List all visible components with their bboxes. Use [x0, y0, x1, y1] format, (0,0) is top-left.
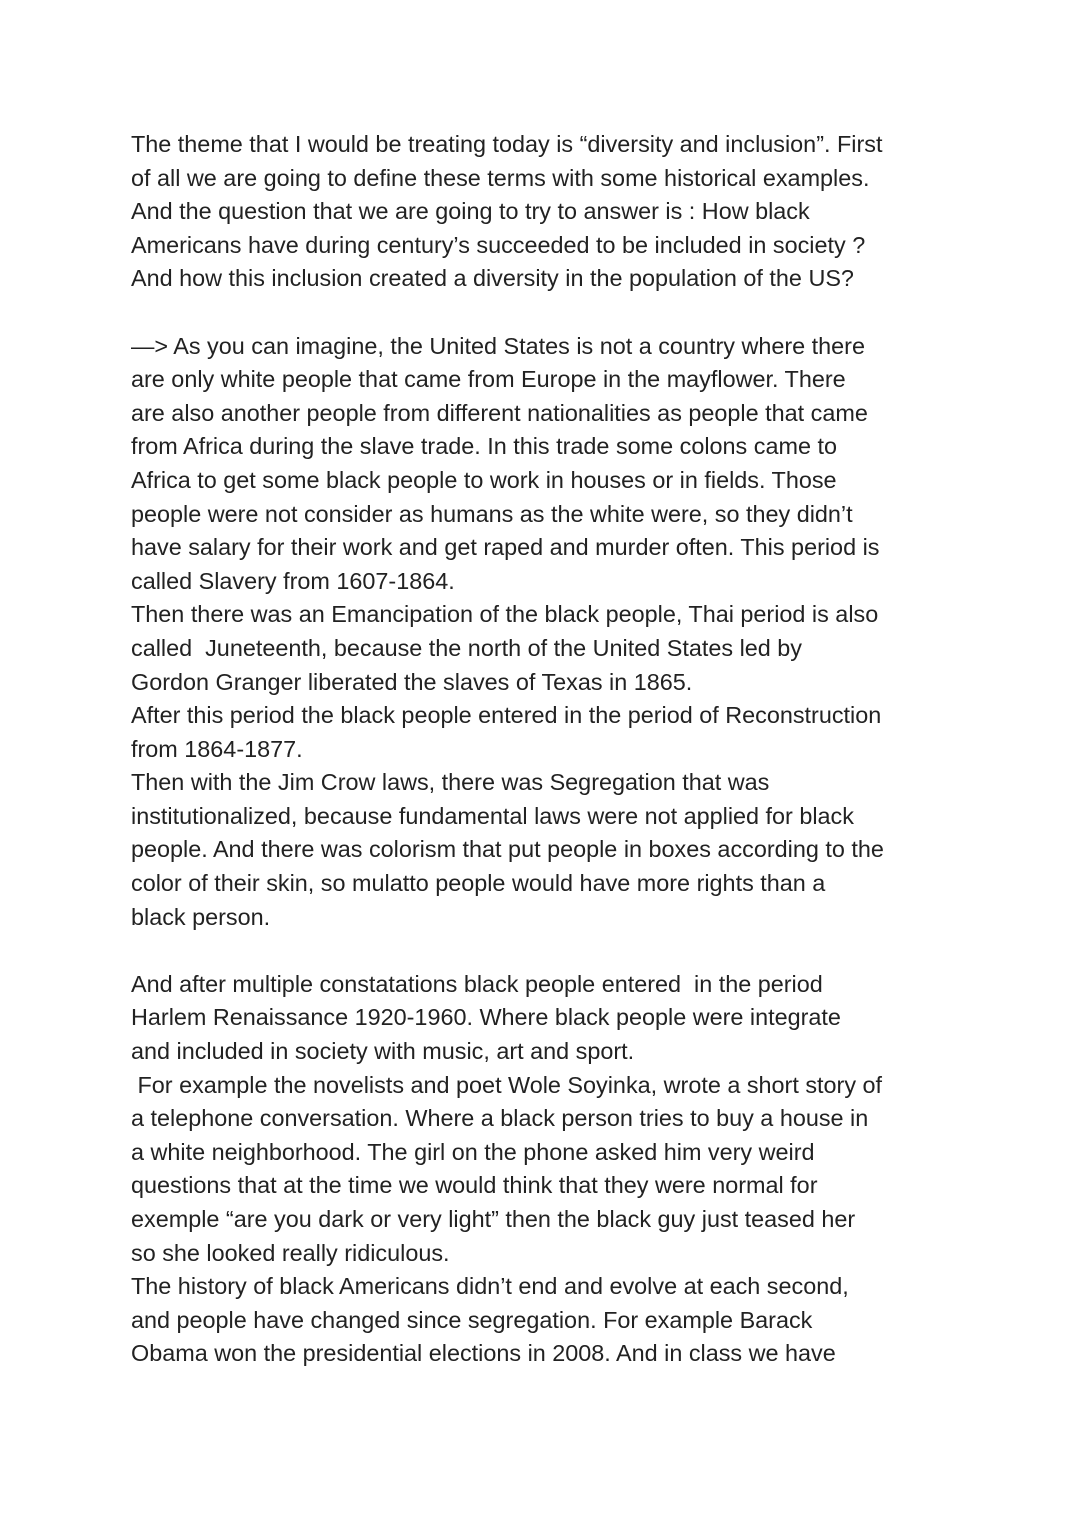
text-line: The theme that I would be treating today is “diversity and inclusion”. First [131, 131, 883, 157]
text-line: and people have changed since segregation. For example Barack [131, 1306, 813, 1333]
text-line: Obama won the presidential elections in 2008. And in class we have [131, 1340, 836, 1367]
text-line: are also another people from different nationalities as people that came [131, 399, 868, 426]
text-line: from 1864-1877. [131, 735, 303, 762]
paragraph-gap [131, 934, 961, 968]
document-body [131, 128, 961, 1371]
text-line: The history of black Americans didn’t end and evolve at each second, [131, 1273, 849, 1300]
text-line: a white neighborhood. The girl on the phone asked him very weird [131, 1138, 815, 1165]
text-line: from Africa during the slave trade. In this trade some colons came to [131, 433, 837, 460]
text-line: color of their skin, so mulatto people would have more rights than a [131, 870, 826, 897]
text-line: of all we are going to define these terms with some historical examples. [131, 164, 870, 191]
text-line: Then there was an Emancipation of the black people, Thai period is also [131, 601, 879, 628]
paragraph-history [131, 330, 961, 935]
text-line: a telephone conversation. Where a black person tries to buy a house in [131, 1105, 869, 1132]
text-line: Gordon Granger liberated the slaves of Texas in 1865. [131, 668, 693, 695]
text-line: Africa to get some black people to work in houses or in fields. Those [131, 466, 837, 493]
text-line: And after multiple constatations black people entered in the period [131, 970, 823, 997]
text-line: And the question that we are going to try to answer is : How black [131, 198, 810, 225]
text-line: exemple “are you dark or very light” then the black guy just teased her [131, 1206, 856, 1232]
text-line: called Juneteenth, because the north of the United States led by [131, 634, 802, 661]
text-line: have salary for their work and get raped and murder often. This period is [131, 534, 880, 561]
text-line: After this period the black people entered in the period of Reconstruction [131, 702, 882, 729]
text-line: are only white people that came from Europe in the mayflower. There [131, 366, 846, 393]
text-line: and included in society with music, art and sport. [131, 1038, 635, 1065]
text-line: questions that at the time we would think that they were normal for [131, 1172, 818, 1199]
paragraph-gap [131, 296, 961, 330]
text-line: —> As you can imagine, the United States is not a country where there [131, 332, 865, 359]
paragraph-intro [131, 128, 961, 296]
text-line: institutionalized, because fundamental laws were not applied for black [131, 802, 854, 829]
text-line: Americans have during century’s succeeded to be included in society ? [131, 231, 866, 258]
text-line: called Slavery from 1607-1864. [131, 567, 455, 594]
text-line: Then with the Jim Crow laws, there was Segregation that was [131, 769, 770, 796]
paragraph-harlem [131, 968, 961, 1371]
text-line: people were not consider as humans as the white were, so they didn’t [131, 500, 853, 527]
text-line: black person. [131, 903, 271, 930]
text-line: people. And there was colorism that put people in boxes according to the [131, 836, 884, 863]
text-line: And how this inclusion created a diversity in the population of the US? [131, 265, 854, 292]
text-line: For example the novelists and poet Wole Soyinka, wrote a short story of [131, 1071, 883, 1098]
text-line: Harlem Renaissance 1920-1960. Where black people were integrate [131, 1004, 841, 1031]
text-line: so she looked really ridiculous. [131, 1239, 450, 1266]
